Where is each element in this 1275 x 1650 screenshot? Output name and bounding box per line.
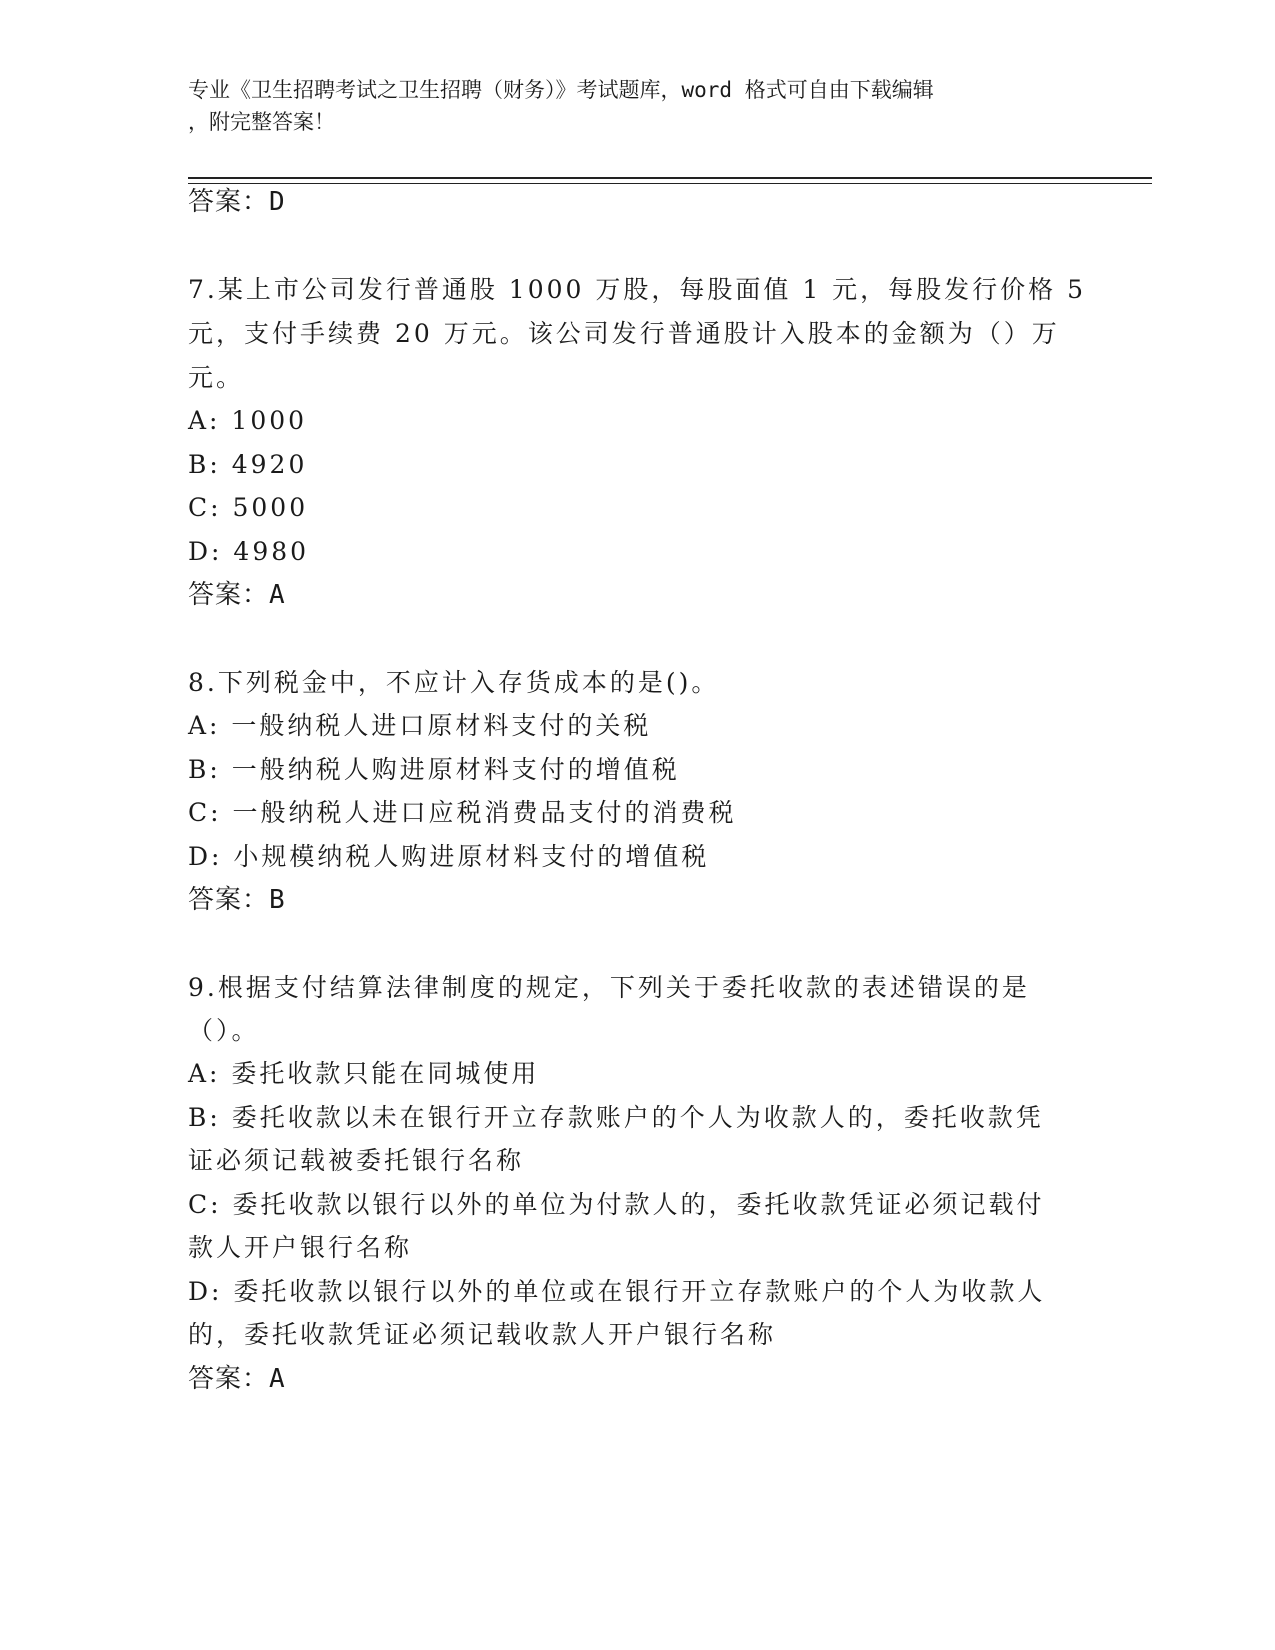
q7-option-b: B: 4920 <box>188 450 308 479</box>
page-header <box>188 74 1088 138</box>
q7-option-d: D: 4980 <box>188 537 310 566</box>
q9-option-d-line-2: 的，委托收款凭证必须记载收款人开户银行名称 <box>188 1320 777 1349</box>
q7-option-c: C: 5000 <box>188 493 309 522</box>
q8-option-c: C: 一般纳税人进口应税消费品支付的消费税 <box>188 798 737 827</box>
q9-answer: 答案：A <box>188 1364 286 1394</box>
q8-option-b: B: 一般纳税人购进原材料支付的增值税 <box>188 755 680 784</box>
q9-option-c-line-1: C: 委托收款以银行以外的单位为付款人的，委托收款凭证必须记载付 <box>188 1190 1045 1219</box>
q9-option-b-line-1: B: 委托收款以未在银行开立存款账户的个人为收款人的，委托收款凭 <box>188 1103 1044 1132</box>
header-line-1: 专业《卫生招聘考试之卫生招聘（财务）》考试题库，word 格式可自由下载编辑 <box>188 78 934 102</box>
previous-answer: 答案：D <box>188 187 286 217</box>
q7-answer: 答案：A <box>188 580 286 610</box>
q8-answer: 答案：B <box>188 885 286 915</box>
q8-option-d: D: 小规模纳税人购进原材料支付的增值税 <box>188 842 710 871</box>
q9-option-b-line-2: 证必须记载被委托银行名称 <box>188 1146 525 1175</box>
q9-stem-line-2: （）。 <box>188 1016 260 1045</box>
q8-option-a: A: 一般纳税人进口原材料支付的关税 <box>188 711 652 740</box>
q7-stem-line-2: 元，支付手续费 20 万元。该公司发行普通股计入股本的金额为（）万 <box>188 319 1060 348</box>
q9-stem-line-1: 9.根据支付结算法律制度的规定，下列关于委托收款的表述错误的是 <box>188 973 1030 1002</box>
header-divider-thin <box>188 183 1152 184</box>
q9-option-a: A: 委托收款只能在同城使用 <box>188 1059 540 1088</box>
header-divider-thick <box>188 177 1152 179</box>
header-line-2: ，附完整答案！ <box>188 110 335 134</box>
q8-stem: 8.下列税金中，不应计入存货成本的是()。 <box>188 668 720 697</box>
q9-option-c-line-2: 款人开户银行名称 <box>188 1233 413 1262</box>
q7-option-a: A: 1000 <box>188 406 308 435</box>
q9-option-d-line-1: D: 委托收款以银行以外的单位或在银行开立存款账户的个人为收款人 <box>188 1277 1046 1306</box>
q7-stem-line-3: 元。 <box>188 363 245 392</box>
q7-stem-line-1: 7.某上市公司发行普通股 1000 万股，每股面值 1 元，每股发行价格 5 <box>188 275 1087 304</box>
